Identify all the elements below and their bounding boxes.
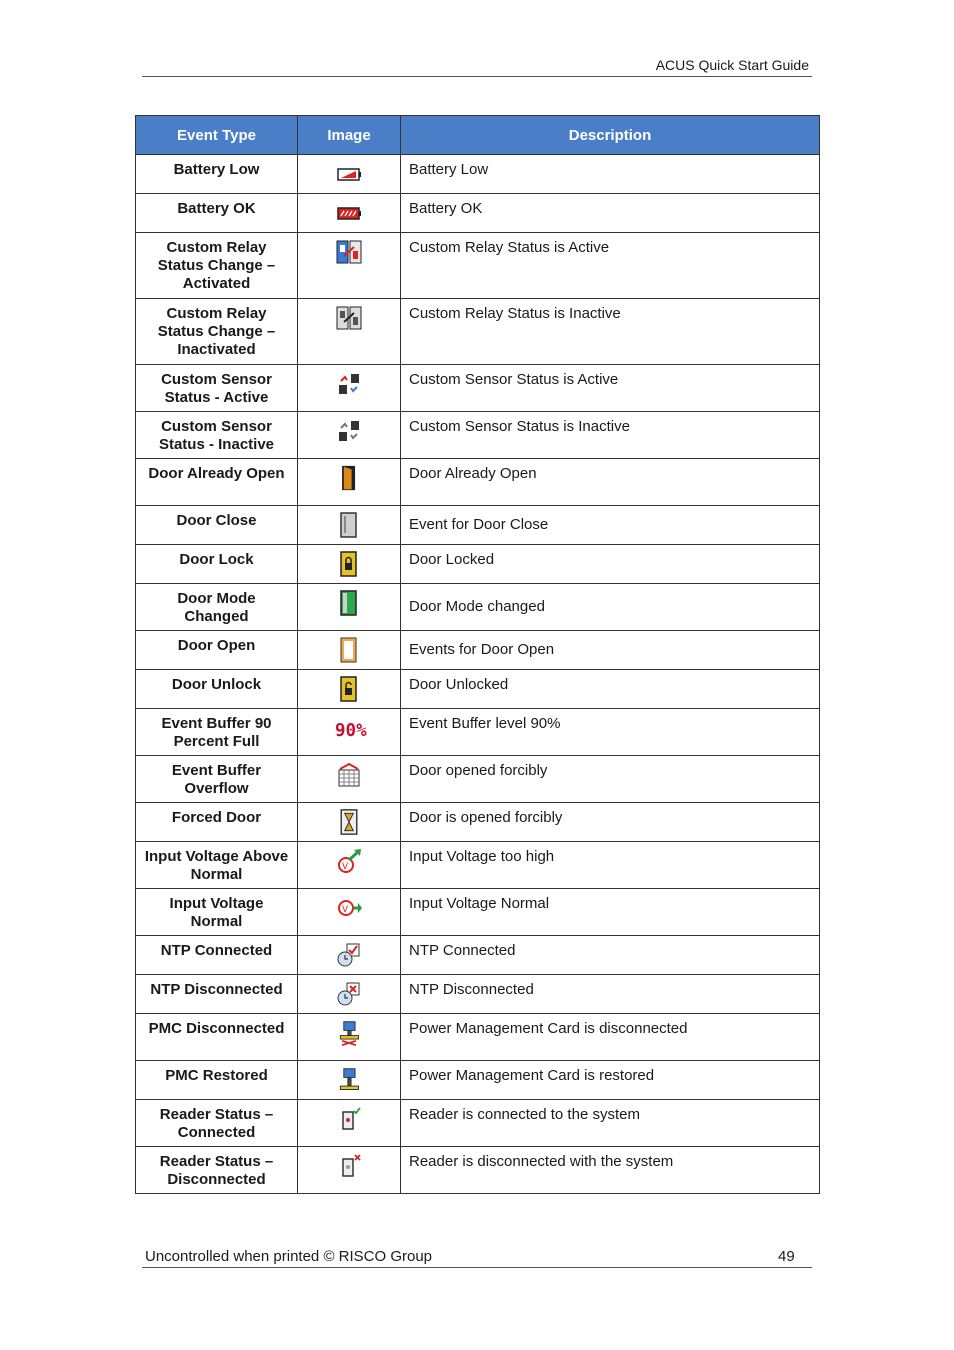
description-cell: Door is opened forcibly bbox=[401, 803, 820, 842]
table-row bbox=[136, 1014, 820, 1061]
pmc-restored-icon bbox=[335, 1080, 363, 1097]
description-cell: Battery Low bbox=[401, 155, 820, 194]
description-cell: Door Unlocked bbox=[401, 670, 820, 709]
event-type-cell: Custom Relay Status Change – Inactivated bbox=[136, 299, 298, 365]
event-type-cell: Door Open bbox=[136, 631, 298, 670]
description-cell: Event Buffer level 90% bbox=[401, 709, 820, 756]
relay-active-icon bbox=[335, 252, 363, 269]
table-row bbox=[136, 889, 820, 936]
door-open-icon bbox=[335, 650, 363, 667]
ntp-connected-icon bbox=[335, 955, 363, 972]
voltage-high-icon bbox=[335, 861, 363, 878]
event-type-cell: Door Lock bbox=[136, 545, 298, 584]
event-type-cell: Battery Low bbox=[136, 155, 298, 194]
image-cell bbox=[298, 1014, 401, 1061]
table-row bbox=[136, 545, 820, 584]
sensor-inactive-icon bbox=[335, 431, 363, 448]
svg-text:V: V bbox=[342, 905, 349, 915]
reader-disconnected-icon bbox=[335, 1166, 363, 1183]
image-cell bbox=[298, 842, 401, 889]
relay-inactive-icon bbox=[335, 318, 363, 335]
column-header-image: Image bbox=[298, 116, 401, 155]
table-row bbox=[136, 1100, 820, 1147]
description-cell: Custom Sensor Status is Inactive bbox=[401, 412, 820, 459]
image-cell bbox=[298, 1100, 401, 1147]
event-type-cell: Door Already Open bbox=[136, 459, 298, 506]
table-row bbox=[136, 670, 820, 709]
description-cell: Reader is disconnected with the system bbox=[401, 1147, 820, 1194]
image-cell bbox=[298, 670, 401, 709]
reader-connected-icon bbox=[335, 1119, 363, 1136]
description-cell: NTP Connected bbox=[401, 936, 820, 975]
description-cell: Events for Door Open bbox=[401, 631, 820, 670]
description-cell: Custom Relay Status is Active bbox=[401, 233, 820, 299]
running-header: ACUS Quick Start Guide bbox=[655, 57, 809, 73]
description-cell: Power Management Card is disconnected bbox=[401, 1014, 820, 1061]
event-type-cell: Input Voltage Above Normal bbox=[136, 842, 298, 889]
column-header-description: Description bbox=[401, 116, 820, 155]
event-type-cell: Door Mode Changed bbox=[136, 584, 298, 631]
event-type-cell: Custom Sensor Status - Inactive bbox=[136, 412, 298, 459]
table-row bbox=[136, 412, 820, 459]
event-type-cell: Custom Sensor Status - Active bbox=[136, 365, 298, 412]
event-type-cell: PMC Disconnected bbox=[136, 1014, 298, 1061]
door-unlock-icon bbox=[335, 689, 363, 706]
image-cell bbox=[298, 756, 401, 803]
table-row bbox=[136, 936, 820, 975]
table-row bbox=[136, 365, 820, 412]
event-type-cell: Door Unlock bbox=[136, 670, 298, 709]
table-header-row bbox=[136, 116, 820, 155]
event-type-cell: Reader Status – Disconnected bbox=[136, 1147, 298, 1194]
table-row bbox=[136, 1061, 820, 1100]
table-row bbox=[136, 842, 820, 889]
image-cell bbox=[298, 299, 401, 365]
header-divider bbox=[142, 76, 812, 77]
battery-low-icon bbox=[335, 174, 363, 191]
description-cell: Custom Sensor Status is Active bbox=[401, 365, 820, 412]
event-type-cell: NTP Connected bbox=[136, 936, 298, 975]
description-cell: Door Locked bbox=[401, 545, 820, 584]
event-type-cell: Input Voltage Normal bbox=[136, 889, 298, 936]
door-already-open-icon bbox=[335, 478, 363, 495]
forced-door-icon bbox=[335, 822, 363, 839]
description-cell: Input Voltage too high bbox=[401, 842, 820, 889]
table-row bbox=[136, 584, 820, 631]
table-row bbox=[136, 194, 820, 233]
description-cell: NTP Disconnected bbox=[401, 975, 820, 1014]
svg-text:V: V bbox=[342, 862, 349, 872]
event-type-cell: PMC Restored bbox=[136, 1061, 298, 1100]
image-cell bbox=[298, 365, 401, 412]
image-cell bbox=[298, 1061, 401, 1100]
description-cell: Reader is connected to the system bbox=[401, 1100, 820, 1147]
image-cell bbox=[298, 803, 401, 842]
ntp-disconnected-icon bbox=[335, 994, 363, 1011]
image-cell bbox=[298, 889, 401, 936]
image-cell bbox=[298, 194, 401, 233]
footer-copyright: Uncontrolled when printed © RISCO Group bbox=[145, 1248, 433, 1265]
table-row bbox=[136, 233, 820, 299]
table-row bbox=[136, 1147, 820, 1194]
event-type-cell: Event Buffer 90 Percent Full bbox=[136, 709, 298, 756]
door-close-icon bbox=[335, 525, 363, 542]
description-cell: Door opened forcibly bbox=[401, 756, 820, 803]
buffer-90-icon bbox=[335, 720, 367, 745]
event-type-cell: Reader Status – Connected bbox=[136, 1100, 298, 1147]
image-cell bbox=[298, 412, 401, 459]
event-type-cell: Door Close bbox=[136, 506, 298, 545]
image-cell bbox=[298, 1147, 401, 1194]
description-cell: Battery OK bbox=[401, 194, 820, 233]
description-cell: Door Already Open bbox=[401, 459, 820, 506]
sensor-active-icon bbox=[335, 384, 363, 401]
image-cell bbox=[298, 631, 401, 670]
description-cell: Door Mode changed bbox=[401, 584, 820, 631]
table-row bbox=[136, 631, 820, 670]
voltage-normal-icon bbox=[335, 905, 363, 925]
description-cell: Power Management Card is restored bbox=[401, 1061, 820, 1100]
table-row bbox=[136, 975, 820, 1014]
footer-divider bbox=[142, 1267, 812, 1268]
image-cell bbox=[298, 155, 401, 194]
door-mode-icon bbox=[335, 603, 363, 620]
event-type-cell: Forced Door bbox=[136, 803, 298, 842]
battery-ok-icon bbox=[335, 213, 363, 230]
table-row bbox=[136, 756, 820, 803]
image-cell bbox=[298, 975, 401, 1014]
event-type-cell: Event Buffer Overflow bbox=[136, 756, 298, 803]
pmc-disconnected-icon bbox=[335, 1033, 363, 1050]
buffer-overflow-icon bbox=[335, 775, 363, 792]
table-row bbox=[136, 299, 820, 365]
image-cell bbox=[298, 936, 401, 975]
image-cell bbox=[298, 506, 401, 545]
description-cell: Event for Door Close bbox=[401, 506, 820, 545]
event-type-cell: Battery OK bbox=[136, 194, 298, 233]
image-cell bbox=[298, 459, 401, 506]
image-cell bbox=[298, 584, 401, 631]
table-row bbox=[136, 803, 820, 842]
image-cell bbox=[298, 709, 401, 756]
table-row bbox=[136, 459, 820, 506]
event-type-cell: NTP Disconnected bbox=[136, 975, 298, 1014]
image-cell bbox=[298, 545, 401, 584]
page-number: 49 bbox=[778, 1248, 795, 1265]
image-cell bbox=[298, 233, 401, 299]
description-cell: Input Voltage Normal bbox=[401, 889, 820, 936]
event-type-cell: Custom Relay Status Change – Activated bbox=[136, 233, 298, 299]
column-header-event-type: Event Type bbox=[136, 116, 298, 155]
door-lock-icon bbox=[335, 564, 363, 581]
table-row bbox=[136, 506, 820, 545]
svg-text:90%: 90% bbox=[335, 720, 367, 741]
table-row bbox=[136, 155, 820, 194]
description-cell: Custom Relay Status is Inactive bbox=[401, 299, 820, 365]
event-types-table bbox=[135, 115, 820, 1194]
table-row bbox=[136, 709, 820, 756]
